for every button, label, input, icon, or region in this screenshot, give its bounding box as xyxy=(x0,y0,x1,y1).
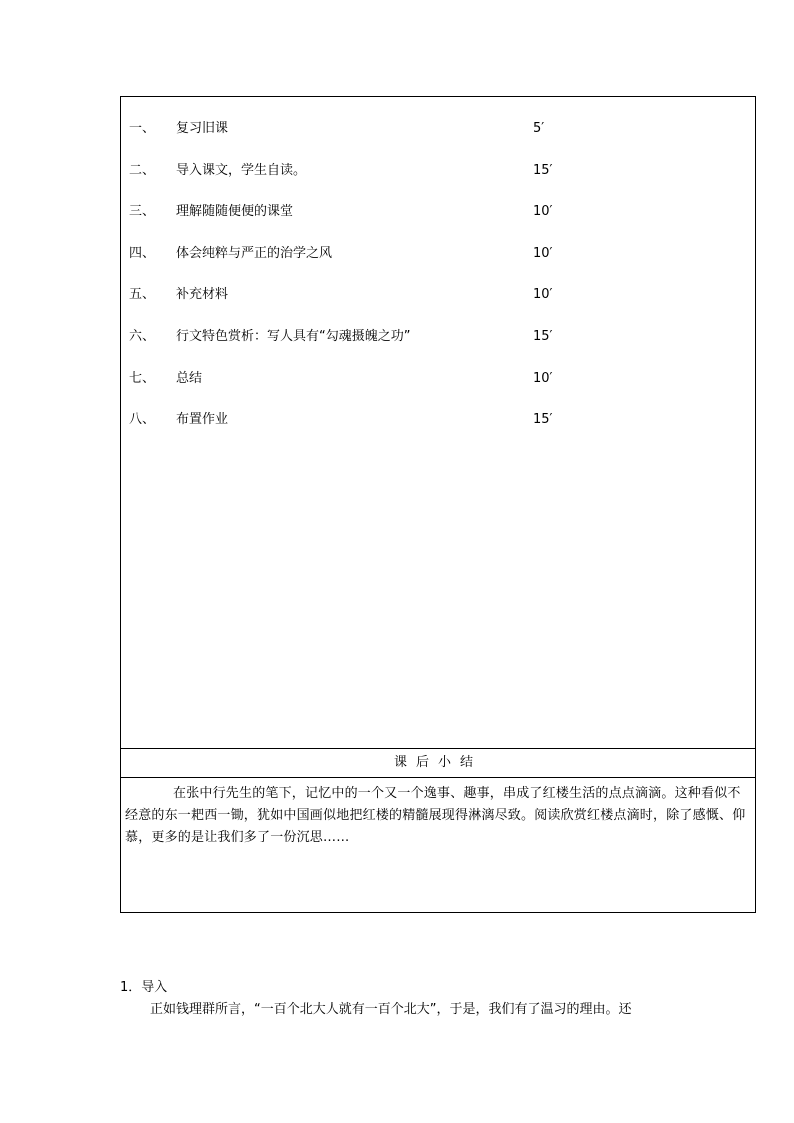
schedule-row xyxy=(121,202,755,222)
step-duration: 15′ xyxy=(533,329,553,344)
step-number: 一、 xyxy=(129,121,156,136)
schedule-row xyxy=(121,369,755,389)
step-title: 行文特色赏析：写人具有“勾魂摄魄之功” xyxy=(176,329,411,344)
step-number: 八、 xyxy=(129,412,156,427)
step-duration: 10′ xyxy=(533,204,553,219)
schedule-row xyxy=(121,410,755,430)
schedule-row xyxy=(121,119,755,139)
step-title: 补充材料 xyxy=(176,287,229,302)
step-title: 总结 xyxy=(176,371,203,386)
step-duration: 10′ xyxy=(533,287,553,302)
schedule-row xyxy=(121,285,755,305)
step-title: 导入课文，学生自读。 xyxy=(176,163,307,178)
step-duration: 5′ xyxy=(533,121,545,136)
step-number: 四、 xyxy=(129,246,156,261)
step-number: 五、 xyxy=(129,287,156,302)
step-duration: 10′ xyxy=(533,371,553,386)
step-duration: 15′ xyxy=(533,163,553,178)
intro-text: 正如钱理群所言，“一百个北大人就有一百个北大”，于是，我们有了温习的理由。还 xyxy=(150,1002,632,1017)
intro-heading: 1．导入 xyxy=(120,980,168,995)
step-number: 六、 xyxy=(129,329,156,344)
schedule-row xyxy=(121,161,755,181)
step-title: 复习旧课 xyxy=(176,121,229,136)
step-duration: 10′ xyxy=(533,246,553,261)
schedule-row xyxy=(121,244,755,264)
step-title: 布置作业 xyxy=(176,412,229,427)
step-title: 理解随随便便的课堂 xyxy=(176,204,294,219)
step-number: 二、 xyxy=(129,163,156,178)
step-number: 七、 xyxy=(129,371,156,386)
step-duration: 15′ xyxy=(533,412,553,427)
step-title: 体会纯粹与严正的治学之风 xyxy=(176,246,333,261)
step-number: 三、 xyxy=(129,204,156,219)
schedule-row xyxy=(121,327,755,347)
summary-text: 在张中行先生的笔下，记忆中的一个又一个逸事、趣事，串成了红楼生活的点点滴滴。这种看似不经意的东一耙西一锄，犹如中国画似地把红楼的精髓展现得淋漓尽致。阅读欣赏红楼点滴时，除了感慨、仰慕，更多的是让我们多了一份沉思…… xyxy=(125,786,746,845)
summary-heading: 课后小结 xyxy=(121,748,755,778)
lesson-plan-table xyxy=(120,96,756,913)
